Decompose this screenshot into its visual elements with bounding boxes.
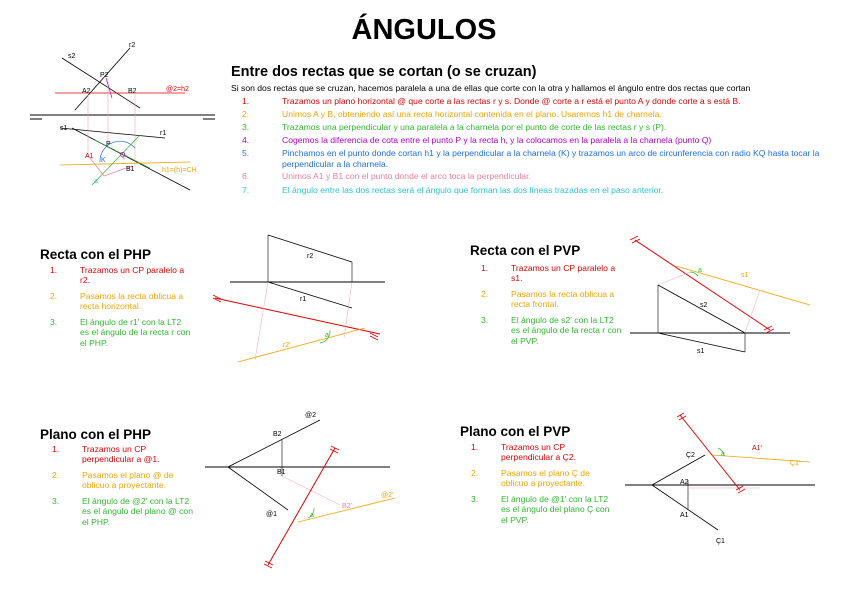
diagram-line-php	[213, 235, 385, 362]
label-b2: B2	[128, 88, 137, 95]
label-a1-prime: A1'	[752, 445, 762, 452]
step-text: El ángulo de s2' con la LT2 es el ángulo de la recta r con el PVP.	[511, 315, 622, 346]
label-a1: @1	[266, 511, 277, 518]
step-number: 2.	[52, 470, 60, 480]
diagram-line-pvp	[630, 236, 810, 355]
label-s1-prime: s1'	[741, 272, 750, 279]
step-number: 4.	[242, 135, 250, 145]
label-alpha-2: a	[325, 332, 329, 339]
step-text: Trazamos un CP perpendicular a Ç2.	[501, 442, 577, 463]
label-a2: @2	[305, 412, 316, 419]
label-p1: P	[106, 141, 111, 148]
intro-text: Si son dos rectas que se cruzan, hacemos paralela a una de ellas que corte con la otra y hallamos el ángulo entre dos rectas que cortan	[231, 83, 751, 93]
label-s1: s1	[697, 348, 705, 355]
step-text: El ángulo entre las dos rectas será el ángulo que forman las dos líneas trazadas en el paso anterior.	[282, 185, 664, 195]
step-text: Unimos A1 y B1 con el punto donde el arco toca la perpendicular.	[282, 171, 531, 181]
step-number: 5.	[242, 148, 250, 158]
section-heading-intersecting-lines: Entre dos rectas que se cortan (o se cruzan)	[231, 64, 537, 80]
step-text: Trazamos un CP paralelo a s1.	[511, 263, 616, 284]
step-text: Trazamos una perpendicular y una paralela a la charnela por el punto de corte de las rectas r y s (P).	[282, 122, 667, 132]
step-text: El ángulo de r1' con la LT2 es el ángulo de la recta r con el PHP.	[80, 317, 191, 348]
heading-plane-php: Plano con el PHP	[40, 427, 152, 442]
label-r1: r1	[160, 130, 167, 137]
step-number: 7.	[242, 185, 250, 195]
label-alpha-1: a	[94, 178, 98, 185]
label-a2: A2	[82, 88, 91, 95]
label-r2: r2	[129, 42, 136, 49]
step-number: 6.	[242, 171, 250, 181]
label-s1: s1	[60, 125, 68, 132]
step-number: 3.	[50, 317, 58, 327]
heading-plane-pvp: Plano con el PVP	[460, 424, 571, 439]
step-number: 1.	[471, 442, 479, 452]
diagram-intersecting-lines	[30, 42, 215, 190]
step-number: 3.	[52, 496, 60, 506]
label-a2: A2	[680, 479, 689, 486]
step-text: Pasamos la recta oblicua a recta frontal.	[511, 289, 615, 310]
step-text: Trazamos un CP perpendicular a @1.	[82, 444, 160, 465]
step-number: 1.	[52, 444, 60, 454]
label-r2: r2	[307, 253, 314, 260]
diagram-plane-php	[205, 412, 395, 568]
step-number: 3.	[471, 494, 479, 504]
step-text: Cogemos la diferencia de cota entre el punto P y la recta h, y la colocamos en la paralela a la charnela (punto Q)	[282, 135, 712, 145]
label-r1: r1	[300, 296, 307, 303]
step-number: 1.	[50, 265, 58, 275]
step-text: El ángulo de @1' con la LT2 es el ángulo del plano Ç con el PVP.	[501, 494, 610, 525]
step-text: Pinchamos en el punto donde cortan h1 y la perpendicular a la charnela (K) y trazamos un arco de circunferencia con radio KQ hasta tocar la perpendicular a la charnela.	[282, 148, 820, 169]
label-c1-prime: Ç1'	[790, 460, 801, 467]
step-number: 2.	[481, 289, 489, 299]
step-number: 2.	[50, 291, 58, 301]
step-number: 1.	[481, 263, 489, 273]
page-title: ÁNGULOS	[351, 14, 497, 46]
step-text: Unimos A y B, obteniendo así una recta horizontal contenida en el plano. Usaremos h1 de charnela.	[282, 109, 662, 119]
label-b1: B1	[126, 166, 135, 173]
label-alpha-4: a	[310, 512, 314, 519]
step-number: 2.	[242, 109, 250, 119]
label-alpha-5: a	[721, 451, 725, 458]
step-text: Pasamos el plano Ç de oblicuo a proyectante.	[501, 468, 590, 489]
label-k: K	[101, 157, 106, 164]
heading-line-php: Recta con el PHP	[40, 247, 152, 262]
label-b1: B1	[277, 469, 286, 476]
label-h1: h1=(h)=CH	[162, 167, 197, 174]
label-a1: A1	[85, 153, 94, 160]
step-text: Trazamos un plano horizontal @ que corte a las rectas r y s. Donde @ corte a r está el punto A y donde corte a s está B.	[282, 96, 741, 106]
label-r1-prime: r2'	[283, 342, 291, 349]
heading-line-pvp: Recta con el PVP	[470, 243, 581, 258]
step-text: Pasamos el plano @ de oblicuo a proyectante.	[82, 470, 174, 491]
label-s2: s2	[700, 302, 708, 309]
diagram-plane-pvp	[625, 413, 815, 545]
label-alpha-3: a	[698, 267, 702, 274]
label-c2: Ç2	[686, 452, 695, 459]
label-b2: B2	[273, 431, 282, 438]
step-number: 3.	[242, 122, 250, 132]
step-text: Trazamos un CP paralelo a r2.	[80, 265, 185, 286]
step-text: El ángulo de @2' con la LT2 es el ángulo del plano @ con el PHP.	[82, 496, 193, 527]
step-number: 2.	[471, 468, 479, 478]
step-number: 1.	[242, 96, 250, 106]
step-text: Pasamos la recta oblicua a recta horizontal.	[80, 291, 184, 312]
step-number: 3.	[481, 315, 489, 325]
label-a1: A1	[680, 512, 689, 519]
label-h2: @2=h2	[166, 86, 189, 93]
label-c1: Ç1	[716, 538, 725, 545]
label-p2: P2	[100, 72, 109, 79]
label-q: Q	[120, 152, 126, 159]
label-b2-prime: B2'	[342, 503, 352, 510]
label-a2-prime: @2'	[381, 492, 394, 499]
label-s2: s2	[68, 53, 76, 60]
